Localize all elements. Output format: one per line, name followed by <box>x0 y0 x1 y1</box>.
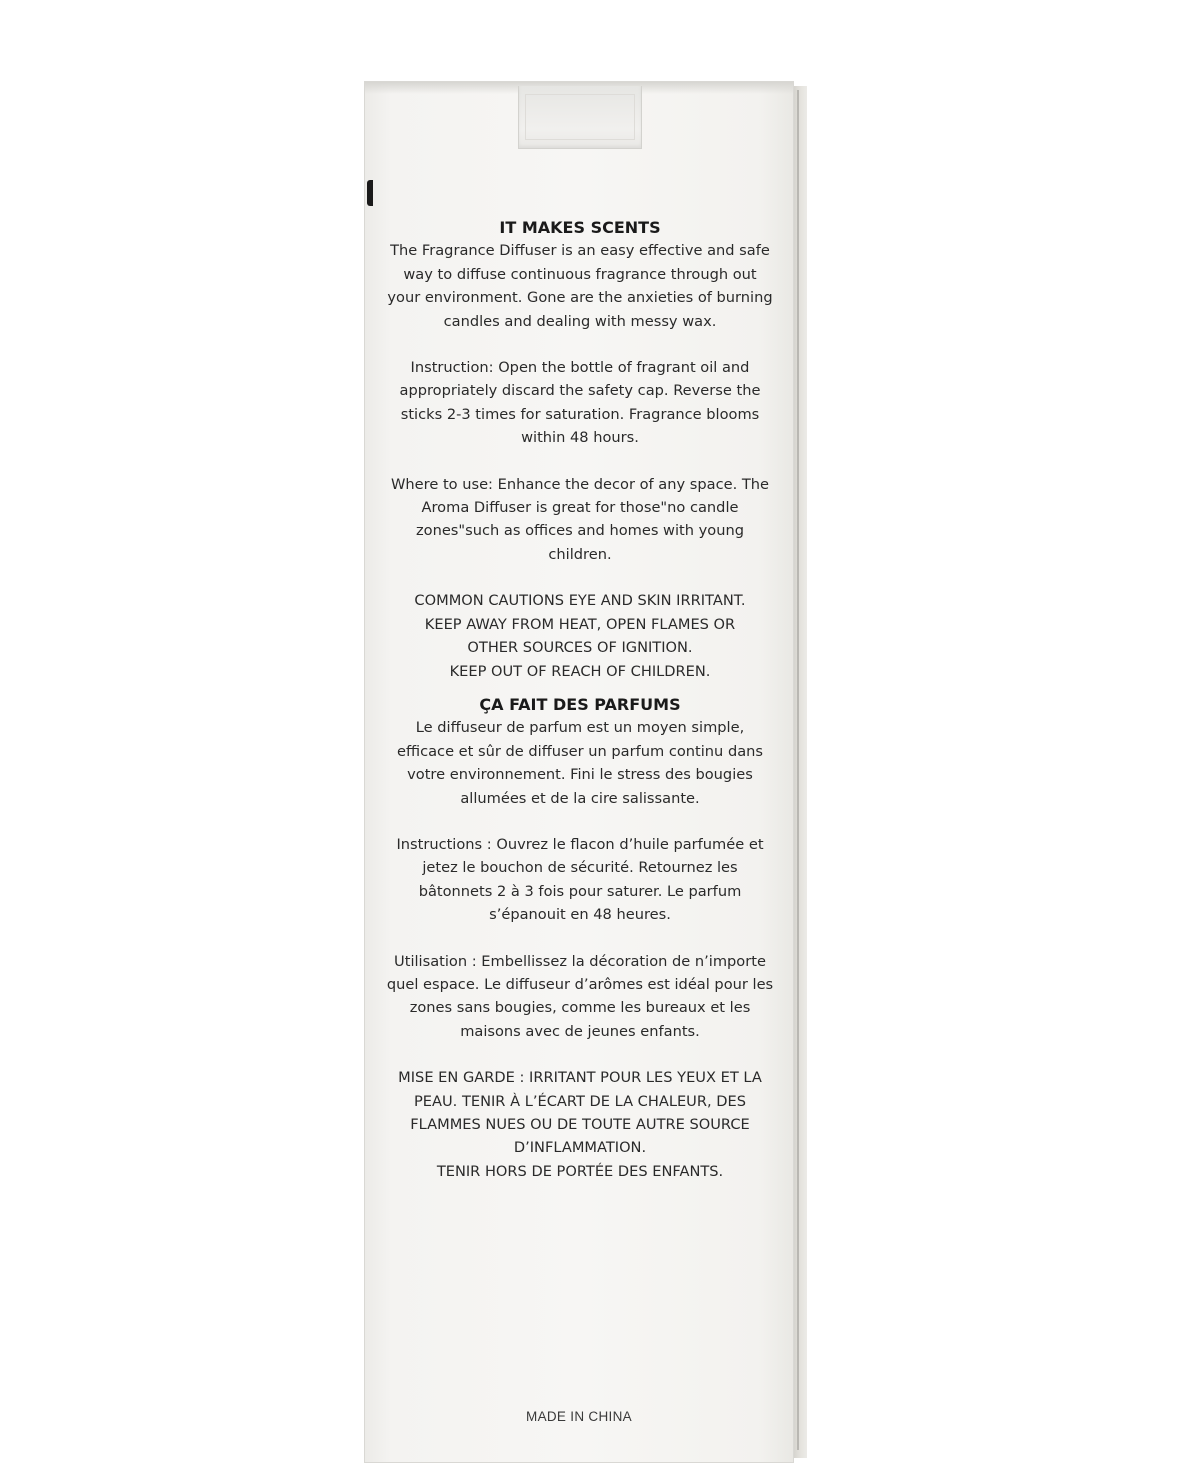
caution-english-line: COMMON CAUTIONS EYE AND SKIN IRRITANT. <box>414 592 746 610</box>
caution-french-line: MISE EN GARDE : IRRITANT POUR LES YEUX ET LA <box>398 1069 762 1087</box>
caution-english-line: OTHER SOURCES OF IGNITION. <box>467 639 693 657</box>
paragraph-english-instruction: Instruction: Open the bottle of fragrant oil and appropriately discard the safety cap. Reverse the sticks 2-3 times for saturation. Fragrance blooms within 48 hours. <box>399 359 761 447</box>
tape-seal <box>518 86 642 149</box>
caution-french-line: D’INFLAMMATION. <box>513 1139 647 1157</box>
edge-mark <box>367 180 373 206</box>
paragraph-french-intro: Le diffuseur de parfum est un moyen simple, efficace et sûr de diffuser un parfum continu dans votre environnement. Fini le stress des bougies allumées et de la cire salissante. <box>396 719 763 807</box>
paragraph-english-where-to-use: Where to use: Enhance the decor of any space. The Aroma Diffuser is great for those"no candle zones"such as offices and homes with young children. <box>390 475 769 563</box>
caution-french-line: PEAU. TENIR À L’ÉCART DE LA CHALEUR, DES <box>413 1092 747 1110</box>
heading-english: IT MAKES SCENTS <box>499 218 661 237</box>
caution-english-line: KEEP OUT OF REACH OF CHILDREN. <box>449 662 711 680</box>
paragraph-french-where-to-use: Utilisation : Embellissez la décoration de n’importe quel espace. Le diffuseur d’arômes est idéal pour les zones sans bougies, comme les bureaux et les maisons avec de jeunes enfants. <box>386 952 774 1040</box>
caution-french-line: TENIR HORS DE PORTÉE DES ENFANTS. <box>436 1162 724 1180</box>
caution-french <box>385 1066 775 1183</box>
made-in-label: MADE IN CHINA <box>526 1409 632 1424</box>
caution-english-line: KEEP AWAY FROM HEAT, OPEN FLAMES OR <box>424 615 736 633</box>
tape-seal-inner <box>525 94 635 140</box>
box-text-block <box>385 216 775 1206</box>
heading-french: ÇA FAIT DES PARFUMS <box>479 694 681 714</box>
caution-french-line: FLAMMES NUES OU DE TOUTE AUTRE SOURCE <box>410 1116 750 1133</box>
box-side-crease <box>797 90 799 1450</box>
caution-english <box>385 589 775 683</box>
box-side-edge <box>793 86 807 1458</box>
paragraph-english-intro: The Fragrance Diffuser is an easy effective and safe way to diffuse continuous fragrance through out your environment. Gone are the anxieties of burning candles and dealing with messy wax. <box>387 242 773 330</box>
paragraph-french-instruction: Instructions : Ouvrez le flacon d’huile parfumée et jetez le bouchon de sécurité. Retournez les bâtonnets 2 à 3 fois pour saturer. Le parfum s’épanouit en 48 heures. <box>396 835 764 924</box>
